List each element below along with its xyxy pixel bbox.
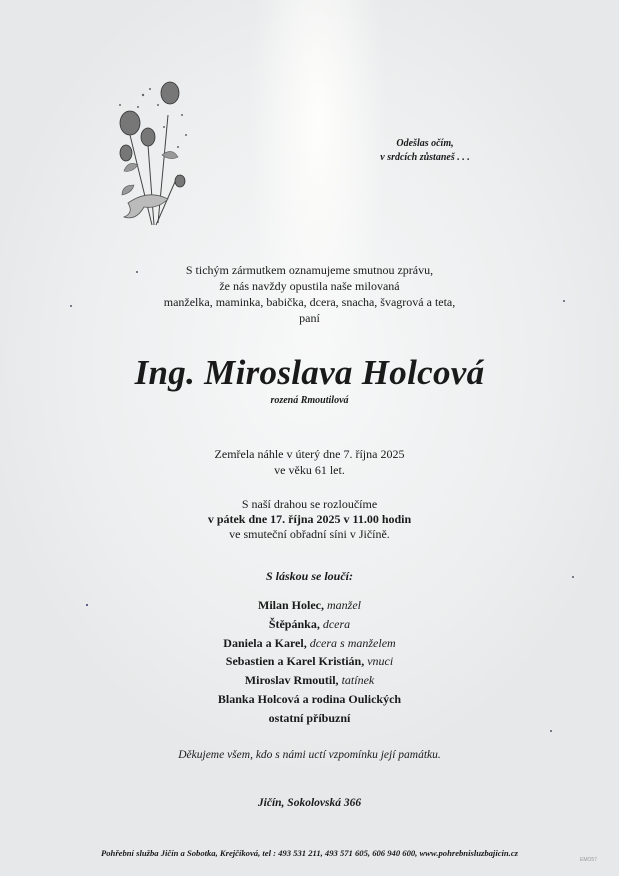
speck	[563, 300, 565, 302]
speck	[550, 730, 552, 732]
announcement	[0, 262, 619, 326]
deceased-name: Ing. Miroslava Holcová	[134, 353, 485, 392]
farewell-datetime: v pátek dne 17. října 2025 v 11.00 hodin	[207, 512, 412, 526]
mourners-title: S láskou se loučí:	[265, 569, 353, 583]
mourner-relation: vnuci	[367, 654, 394, 669]
mourner	[0, 652, 619, 671]
motto-line: Odešlas očím,	[396, 138, 454, 149]
announcement-line: paní	[299, 311, 320, 325]
thanks-note: Děkujeme všem, kdo s námi uctí vzpomínku její památku.	[178, 749, 441, 761]
farewell-intro: S naší drahou se rozloučíme	[241, 497, 378, 511]
announcement-line: manželka, maminka, babička, dcera, snacha, švagrová a teta,	[163, 295, 456, 309]
mourners-list	[0, 596, 619, 728]
mourner	[0, 709, 619, 728]
announcement-line: S tichým zármutkem oznamujeme smutnou zprávu,	[185, 263, 434, 277]
speck	[86, 604, 88, 606]
funeral-service-footer: Pohřební služba Jičín a Sobotka, Krejčíková, tel : 493 531 211, 493 571 605, 606 940 600, www.pohrebnisluzbajicin.cz	[101, 848, 518, 858]
announcement-line: že nás navždy opustila naše milovaná	[219, 279, 400, 293]
mourner-relation: dcera	[322, 616, 351, 631]
motto	[360, 137, 490, 165]
rose-bouquet-icon	[108, 75, 194, 235]
mourner-relation: dcera s manželem	[309, 635, 396, 650]
speck	[70, 305, 72, 307]
mourner	[0, 671, 619, 690]
age: ve věku 61 let.	[274, 463, 345, 477]
mourner	[0, 634, 619, 653]
family-address: Jičín, Sokolovská 366	[257, 797, 362, 809]
mourner-relation: tatínek	[341, 673, 375, 688]
motto-line: v srdcích zůstaneš . . .	[380, 152, 470, 163]
mourner	[0, 596, 619, 615]
speck	[136, 271, 138, 273]
farewell-info	[0, 497, 619, 542]
mourner-name: ostatní příbuzní	[268, 710, 351, 725]
mourner-name: Milan Holec,	[258, 598, 324, 612]
template-code: EMO57	[580, 857, 597, 863]
speck	[572, 576, 574, 578]
maiden-name: rozená Rmoutilová	[270, 395, 349, 406]
mourner-name: Štěpánka,	[268, 616, 320, 631]
farewell-place: ve smuteční obřadní síni v Jičíně.	[229, 527, 390, 541]
death-info	[0, 446, 619, 478]
mourner	[0, 615, 619, 634]
death-date: Zemřela náhle v úterý dne 7. října 2025	[214, 447, 405, 461]
mourner-name: Blanka Holcová a rodina Oulických	[217, 691, 402, 706]
mourner-name: Daniela a Karel,	[223, 635, 307, 650]
mourner-name: Sebastien a Karel Kristián,	[225, 654, 365, 669]
mourner	[0, 690, 619, 709]
mourner-relation: manžel	[327, 598, 361, 612]
mourner-name: Miroslav Rmoutil,	[244, 673, 339, 688]
